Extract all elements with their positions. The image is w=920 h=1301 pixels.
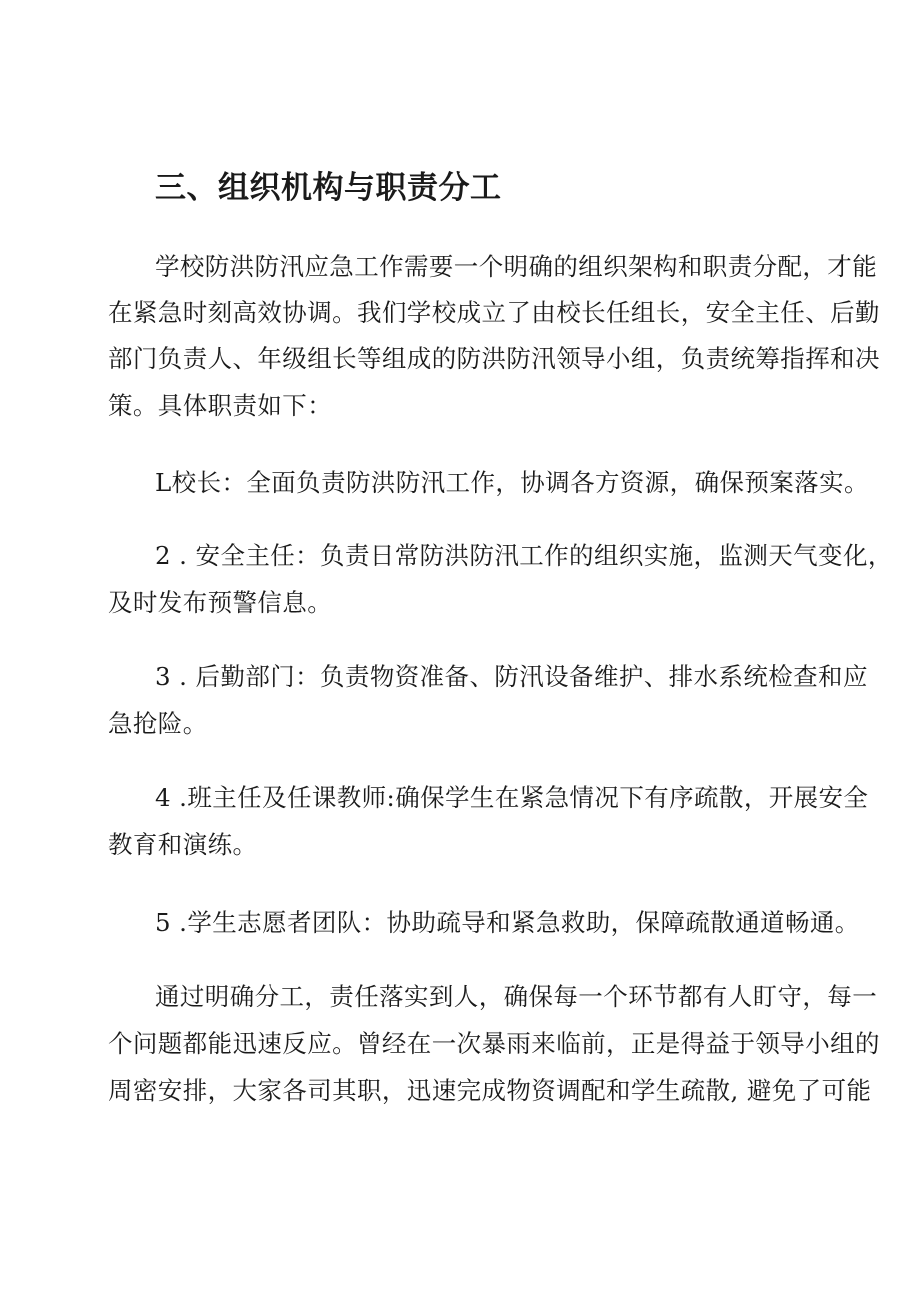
intro-line-3: 部门负责人、年级组长等组成的防洪防汛领导小组，负责统筹指挥和决 — [108, 344, 880, 373]
closing-line-2: 个问题都能迅速反应。曾经在一次暴雨来临前，正是得益于领导小组的 — [108, 1029, 880, 1058]
intro-line-2: 在紧急时刻高效协调。我们学校成立了由校长任组长，安全主任、后勤 — [108, 298, 880, 327]
duty-item-5: 5 .学生志愿者团队：协助疏导和紧急救助，保障疏散通道畅通。 — [155, 908, 860, 937]
duty-item-2-line-1: 2 . 安全主任：负责日常防洪防汛工作的组织实施，监测天气变化， — [155, 541, 893, 570]
duty-item-1: L校长：全面负责防洪防汛工作，协调各方资源，确保预案落实。 — [155, 468, 869, 497]
duty-item-3-line-2: 急抢险。 — [108, 709, 208, 738]
closing-line-3: 周密安排，大家各司其职，迅速完成物资调配和学生疏散, 避免了可能 — [108, 1076, 872, 1105]
section-heading: 三、组织机构与职责分工 — [155, 170, 502, 206]
duty-item-4-line-2: 教育和演练。 — [108, 830, 258, 859]
intro-line-4: 策。具体职责如下： — [108, 391, 333, 420]
duty-item-4-line-1: 4 .班主任及任课教师:确保学生在紧急情况下有序疏散，开展安全 — [155, 783, 869, 812]
duty-item-2-line-2: 及时发布预警信息。 — [108, 588, 333, 617]
closing-line-1: 通过明确分工，责任落实到人，确保每一个环节都有人盯守，每一 — [155, 982, 878, 1011]
intro-line-1: 学校防洪防汛应急工作需要一个明确的组织架构和职责分配，才能 — [155, 252, 878, 281]
duty-item-3-line-1: 3 . 后勤部门：负责物资准备、防汛设备维护、排水系统检查和应 — [155, 662, 868, 691]
